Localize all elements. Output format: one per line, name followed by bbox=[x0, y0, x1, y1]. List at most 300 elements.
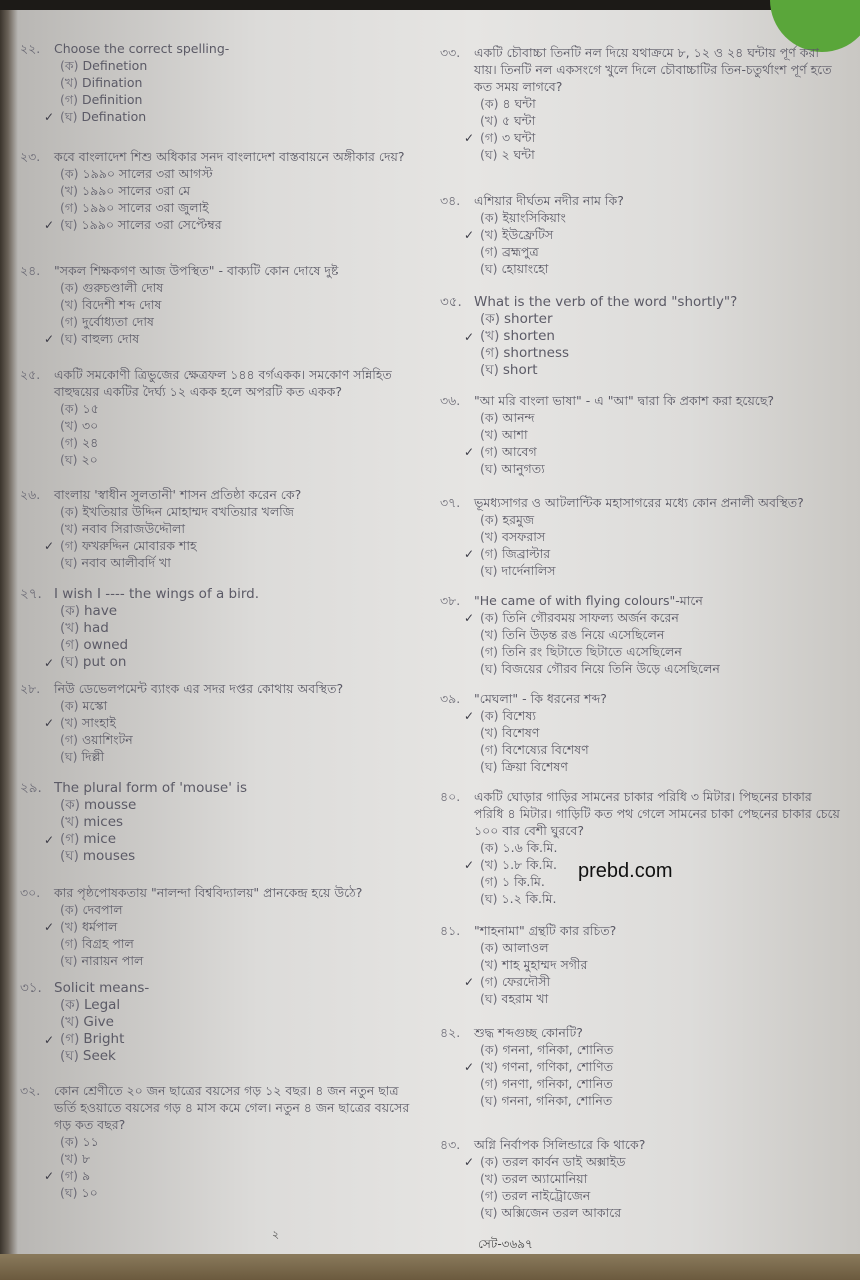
option-text: অক্সিজেন তরল আকারে bbox=[501, 1205, 622, 1220]
option-text: গণনা, গণিকা, শোণিত bbox=[501, 1059, 614, 1074]
option-item bbox=[60, 503, 420, 520]
answer-tick-icon: ✓ bbox=[464, 611, 475, 625]
option-list bbox=[464, 409, 840, 477]
option-text: বিশেষণ bbox=[501, 725, 540, 740]
answer-tick-icon: ✓ bbox=[464, 709, 475, 723]
answer-tick-icon: ✓ bbox=[464, 330, 475, 344]
option-letter: (ক) bbox=[60, 997, 80, 1013]
option-letter: (গ) bbox=[480, 1076, 498, 1091]
option-text: ১১ bbox=[82, 1134, 99, 1149]
option-item bbox=[480, 146, 840, 163]
option-item bbox=[44, 108, 420, 125]
option-item bbox=[480, 426, 840, 443]
option-letter: (ঘ) bbox=[60, 452, 78, 467]
option-item bbox=[60, 451, 420, 468]
question-text: What is the verb of the word "shortly"? bbox=[474, 294, 738, 310]
option-item bbox=[480, 1075, 840, 1092]
option-letter: (ক) bbox=[480, 940, 499, 955]
option-text: নারায়ন পাল bbox=[81, 953, 144, 968]
option-letter: (খ) bbox=[480, 957, 498, 972]
option-text: তরল নাইট্রোজেন bbox=[501, 1188, 591, 1203]
option-letter: (ক) bbox=[60, 1134, 79, 1149]
question-number: ৩২. bbox=[20, 1083, 41, 1098]
option-item bbox=[44, 918, 420, 935]
question-item bbox=[440, 294, 840, 379]
option-list bbox=[60, 400, 420, 468]
option-text: shortness bbox=[503, 345, 570, 361]
answer-tick-icon: ✓ bbox=[44, 1169, 55, 1183]
option-letter: (গ) bbox=[60, 1168, 78, 1183]
option-item bbox=[60, 935, 420, 952]
option-text: mousse bbox=[83, 797, 137, 813]
option-text: ১০ bbox=[81, 1185, 98, 1200]
question-number: ৩৫. bbox=[440, 294, 462, 310]
option-item bbox=[464, 1058, 840, 1075]
option-letter: (ঘ) bbox=[480, 661, 498, 676]
question-header bbox=[20, 366, 420, 400]
option-item bbox=[44, 216, 420, 233]
question-text: কোন শ্রেণীতে ২০ জন ছাত্রের বয়সের গড় ১২ বছর। ৪ জন নতুন ছাত্র ভর্তি হওয়াতে বয়সের গড় ৪ মাস কমে গেল। নতুন ৪ জন ছাত্রের বয়সের গড় কত বছর? bbox=[54, 1083, 410, 1132]
option-letter: (ঘ) bbox=[60, 848, 79, 864]
option-list bbox=[44, 697, 420, 765]
option-letter: (ঘ) bbox=[480, 759, 498, 774]
question-item bbox=[440, 922, 840, 1007]
option-list bbox=[44, 503, 420, 571]
option-item bbox=[464, 707, 840, 724]
option-item bbox=[480, 626, 840, 643]
answer-tick-icon: ✓ bbox=[44, 110, 55, 124]
option-text: ১ কি.মি. bbox=[501, 874, 545, 889]
question-header bbox=[20, 148, 420, 165]
option-text: আনন্দ bbox=[502, 410, 535, 425]
option-letter: (গ) bbox=[480, 345, 500, 361]
option-letter: (খ) bbox=[480, 1171, 498, 1186]
option-item bbox=[480, 1204, 840, 1221]
option-letter: (ক) bbox=[480, 708, 499, 723]
option-letter: (গ) bbox=[480, 974, 498, 989]
option-item bbox=[60, 91, 420, 108]
question-text: I wish I ---- the wings of a bird. bbox=[54, 586, 260, 602]
option-item bbox=[44, 1031, 420, 1048]
option-item bbox=[60, 748, 420, 765]
option-item bbox=[464, 1153, 840, 1170]
question-number: ৩৯. bbox=[440, 691, 461, 706]
option-item bbox=[60, 1048, 420, 1065]
question-header bbox=[440, 592, 840, 609]
option-item bbox=[480, 956, 840, 973]
option-item bbox=[44, 714, 420, 731]
option-item bbox=[44, 330, 420, 347]
question-item bbox=[440, 592, 840, 677]
question-header bbox=[440, 392, 840, 409]
option-item bbox=[480, 243, 840, 260]
option-list bbox=[44, 1133, 420, 1201]
option-item bbox=[60, 814, 420, 831]
question-item bbox=[440, 494, 840, 579]
question-item bbox=[440, 192, 840, 277]
option-letter: (ক) bbox=[60, 797, 80, 813]
option-text: মস্কো bbox=[82, 698, 108, 713]
option-item bbox=[60, 620, 420, 637]
option-text: ওয়াশিংটন bbox=[81, 732, 133, 747]
option-letter: (খ) bbox=[480, 529, 498, 544]
option-text: owned bbox=[83, 637, 129, 653]
option-letter: (ঘ) bbox=[480, 991, 498, 1006]
option-letter: (ঘ) bbox=[480, 563, 498, 578]
question-text: Choose the correct spelling- bbox=[54, 41, 230, 56]
answer-tick-icon: ✓ bbox=[44, 920, 55, 934]
question-item bbox=[20, 262, 420, 347]
answer-tick-icon: ✓ bbox=[44, 716, 55, 730]
question-number: ৩১. bbox=[20, 980, 42, 996]
option-letter: (ক) bbox=[480, 96, 499, 111]
option-letter: (খ) bbox=[60, 620, 80, 636]
option-list bbox=[464, 609, 840, 677]
option-text: নবাব সিরাজউদ্দৌলা bbox=[81, 521, 185, 536]
option-letter: (গ) bbox=[60, 936, 78, 951]
question-item bbox=[20, 40, 420, 125]
option-item bbox=[60, 797, 420, 814]
question-number: ২২. bbox=[20, 41, 41, 56]
question-text: Solicit means- bbox=[54, 980, 150, 996]
question-text: "সকল শিক্ষকগণ আজ উপস্থিত" - বাক্যটি কোন দোষে দুষ্ট bbox=[54, 263, 339, 278]
option-letter: (ঘ) bbox=[480, 261, 498, 276]
option-text: ব্রহ্মপুত্র bbox=[501, 244, 539, 259]
option-text: Bright bbox=[83, 1031, 125, 1047]
question-number: ৪১. bbox=[440, 923, 461, 938]
option-letter: (ঘ) bbox=[480, 1205, 498, 1220]
question-item bbox=[20, 366, 420, 468]
option-text: শাহ মুহাম্মদ সগীর bbox=[501, 957, 588, 972]
option-letter: (ক) bbox=[480, 610, 499, 625]
option-list bbox=[44, 603, 420, 671]
question-header bbox=[440, 294, 840, 311]
question-item bbox=[20, 884, 420, 969]
option-text: ধর্মপাল bbox=[81, 919, 118, 934]
option-list bbox=[44, 997, 420, 1065]
option-item bbox=[44, 1167, 420, 1184]
question-text: "He came of with flying colours"-মানে bbox=[474, 593, 703, 608]
option-letter: (ঘ) bbox=[480, 1093, 498, 1108]
question-item bbox=[440, 392, 840, 477]
option-letter: (ক) bbox=[480, 410, 499, 425]
option-letter: (গ) bbox=[480, 874, 498, 889]
question-text: বাংলায় 'স্বাধীন সুলতানী' শাসন প্রতিষ্ঠা করেন কে? bbox=[54, 487, 302, 502]
option-letter: (খ) bbox=[60, 75, 78, 90]
question-item bbox=[20, 680, 420, 765]
question-number: ২৭. bbox=[20, 586, 42, 602]
question-item bbox=[20, 486, 420, 571]
option-letter: (গ) bbox=[480, 546, 498, 561]
option-item bbox=[480, 1041, 840, 1058]
question-header bbox=[20, 884, 420, 901]
question-number: ২৩. bbox=[20, 149, 41, 164]
question-text: নিউ ডেভেলপমেন্ট ব্যাংক এর সদর দপ্তর কোথায় অবস্থিত? bbox=[54, 681, 344, 696]
option-text: গননা, গনিকা, শোনিত bbox=[501, 1093, 613, 1108]
option-text: বহরাম খা bbox=[501, 991, 549, 1006]
option-letter: (ক) bbox=[60, 698, 79, 713]
answer-tick-icon: ✓ bbox=[464, 445, 475, 459]
option-letter: (ক) bbox=[60, 401, 79, 416]
option-text: Difination bbox=[81, 75, 143, 90]
question-text: অগ্নি নির্বাপক সিলিন্ডারে কি থাকে? bbox=[474, 1137, 646, 1152]
question-header bbox=[20, 40, 420, 57]
question-text: একটি ঘোড়ার গাড়ির সামনের চাকার পরিধি ৩ মিটার। পিছনের চাকার পরিধি ৪ মিটার। গাড়িটি কত পথ গেলে সামনের চাকা পেছনের চাকার চেয়ে ১০০ বার বেশী ঘুরবে? bbox=[474, 789, 840, 838]
option-letter: (গ) bbox=[480, 244, 498, 259]
question-header bbox=[20, 780, 420, 797]
option-letter: (খ) bbox=[60, 297, 78, 312]
answer-tick-icon: ✓ bbox=[44, 332, 55, 346]
option-item bbox=[480, 1092, 840, 1109]
option-text: Definition bbox=[81, 92, 143, 107]
option-letter: (ঘ) bbox=[60, 749, 78, 764]
question-header bbox=[440, 690, 840, 707]
option-text: ২০ bbox=[81, 452, 98, 467]
answer-tick-icon: ✓ bbox=[44, 656, 55, 670]
answer-tick-icon: ✓ bbox=[464, 1060, 475, 1074]
option-letter: (খ) bbox=[480, 627, 498, 642]
option-item bbox=[464, 443, 840, 460]
option-letter: (খ) bbox=[480, 427, 498, 442]
question-item bbox=[20, 586, 420, 671]
option-item bbox=[480, 724, 840, 741]
option-letter: (খ) bbox=[60, 418, 78, 433]
answer-tick-icon: ✓ bbox=[44, 1033, 55, 1047]
option-text: ১৯৯০ সালের ৩রা মে bbox=[81, 183, 191, 198]
option-text: ফেরদৌসী bbox=[501, 974, 551, 989]
option-text: put on bbox=[82, 654, 127, 670]
option-item bbox=[44, 537, 420, 554]
option-item bbox=[464, 129, 840, 146]
question-sheet bbox=[20, 8, 840, 1256]
option-letter: (ঘ) bbox=[60, 331, 78, 346]
question-number: ৪২. bbox=[440, 1025, 461, 1040]
option-letter: (ক) bbox=[60, 166, 79, 181]
option-item bbox=[60, 1184, 420, 1201]
option-letter: (ক) bbox=[480, 840, 499, 855]
option-letter: (গ) bbox=[60, 538, 78, 553]
option-letter: (ক) bbox=[60, 603, 80, 619]
option-letter: (ঘ) bbox=[60, 109, 78, 124]
option-item bbox=[60, 1150, 420, 1167]
option-text: দার্দেনালিস bbox=[501, 563, 556, 578]
option-list bbox=[464, 707, 840, 775]
option-item bbox=[60, 417, 420, 434]
option-letter: (গ) bbox=[60, 92, 78, 107]
question-header bbox=[20, 1082, 420, 1133]
option-text: তরল অ্যামোনিয়া bbox=[501, 1171, 588, 1186]
question-header bbox=[20, 262, 420, 279]
question-number: ৩৭. bbox=[440, 495, 461, 510]
option-text: তিনি উড়ন্ত রঙ নিয়ে এসেছিলেন bbox=[501, 627, 665, 642]
option-text: ২ ঘন্টা bbox=[501, 147, 535, 162]
option-item bbox=[480, 1187, 840, 1204]
watermark: prebd.com bbox=[578, 860, 673, 882]
question-number: ২৬. bbox=[20, 487, 41, 502]
option-text: ১৯৯০ সালের ৩রা জুলাই bbox=[81, 200, 209, 215]
question-text: "মেঘলা" - কি ধরনের শব্দ? bbox=[474, 691, 607, 706]
option-letter: (খ) bbox=[60, 814, 80, 830]
option-letter: (ঘ) bbox=[60, 1048, 79, 1064]
question-text: The plural form of 'mouse' is bbox=[54, 780, 248, 796]
option-text: ৮ bbox=[81, 1151, 91, 1166]
option-letter: (ঘ) bbox=[480, 891, 498, 906]
option-text: ১.৮ কি.মি. bbox=[501, 857, 557, 872]
option-item bbox=[60, 182, 420, 199]
option-letter: (ক) bbox=[480, 1154, 499, 1169]
option-letter: (গ) bbox=[480, 742, 498, 757]
option-item bbox=[60, 400, 420, 417]
question-text: কার পৃষ্ঠপোষকতায় "নালন্দা বিশ্ববিদ্যালয়" প্রানকেন্দ্র হয়ে উঠে? bbox=[54, 885, 363, 900]
option-item bbox=[480, 939, 840, 956]
option-letter: (ক) bbox=[60, 58, 79, 73]
option-text: Legal bbox=[83, 997, 121, 1013]
answer-tick-icon: ✓ bbox=[464, 228, 475, 242]
option-item bbox=[480, 511, 840, 528]
question-number: ৩৬. bbox=[440, 393, 461, 408]
option-text: গুরুচণ্ডালী দোষ bbox=[82, 280, 164, 295]
option-text: have bbox=[83, 603, 118, 619]
option-list bbox=[44, 901, 420, 969]
option-letter: (ঘ) bbox=[480, 461, 498, 476]
option-text: বিগ্রহ পাল bbox=[81, 936, 134, 951]
question-header bbox=[440, 192, 840, 209]
question-text: একটি চৌবাচ্চা তিনটি নল দিয়ে যথাক্রমে ৮, ১২ ও ২৪ ঘন্টায় পূর্ণ করা যায়। তিনটি নল একসংগে খুলে দিলে চৌবাচ্চাটির তিন-চতুর্থাংশ পূর্ণ হতে কত সময় লাগবে? bbox=[474, 45, 832, 94]
option-letter: (গ) bbox=[480, 444, 498, 459]
option-list bbox=[464, 939, 840, 1007]
page-number: ২ bbox=[272, 1228, 280, 1241]
option-item bbox=[480, 460, 840, 477]
option-letter: (ক) bbox=[480, 512, 499, 527]
option-text: দিল্লী bbox=[81, 749, 105, 764]
option-list bbox=[44, 279, 420, 347]
question-text: কবে বাংলাদেশ শিশু অধিকার সনদ বাংলাদেশ বাস্তবায়নে অঙ্গীকার দেয়? bbox=[54, 149, 405, 164]
question-item bbox=[440, 44, 840, 163]
option-letter: (গ) bbox=[60, 435, 78, 450]
question-number: ৪৩. bbox=[440, 1137, 461, 1152]
option-item bbox=[480, 528, 840, 545]
option-text: সাংহাই bbox=[81, 715, 116, 730]
option-text: Definetion bbox=[82, 58, 148, 73]
option-list bbox=[44, 797, 420, 865]
option-list bbox=[44, 165, 420, 233]
option-letter: (গ) bbox=[60, 200, 78, 215]
option-text: ইয়াংসিকিয়াং bbox=[502, 210, 566, 225]
option-letter: (খ) bbox=[60, 919, 78, 934]
option-item bbox=[480, 209, 840, 226]
question-number: ৩০. bbox=[20, 885, 41, 900]
option-text: দেবপাল bbox=[82, 902, 123, 917]
option-item bbox=[480, 990, 840, 1007]
option-text: ১.৬ কি.মি. bbox=[502, 840, 558, 855]
option-text: গননা, গনিকা, শোনিত bbox=[502, 1042, 614, 1057]
option-text: গনণা, গনিকা, শোনিত bbox=[501, 1076, 613, 1091]
option-letter: (ঘ) bbox=[480, 147, 498, 162]
option-item bbox=[480, 890, 840, 907]
option-item bbox=[480, 409, 840, 426]
option-text: Seek bbox=[82, 1048, 116, 1064]
question-header bbox=[440, 1136, 840, 1153]
question-number: ৩৪. bbox=[440, 193, 461, 208]
option-text: mice bbox=[83, 831, 117, 847]
option-item bbox=[44, 831, 420, 848]
question-text: শুদ্ধ শব্দগুচ্ছ কোনটি? bbox=[474, 1025, 583, 1040]
option-text: ক্রিয়া বিশেষণ bbox=[501, 759, 568, 774]
option-item bbox=[60, 848, 420, 865]
question-header bbox=[440, 494, 840, 511]
option-item bbox=[480, 562, 840, 579]
option-list bbox=[464, 511, 840, 579]
option-text: তিনি গৌরবময় সাফল্য অর্জন করেন bbox=[502, 610, 679, 625]
option-text: mices bbox=[83, 814, 124, 830]
question-text: "আ মরি বাংলা ভাষা" - এ "আ" দ্বারা কি প্রকাশ করা হয়েছে? bbox=[474, 393, 775, 408]
option-letter: (খ) bbox=[480, 227, 498, 242]
option-text: Give bbox=[83, 1014, 114, 1030]
option-letter: (খ) bbox=[60, 183, 78, 198]
option-letter: (খ) bbox=[60, 1151, 78, 1166]
option-item bbox=[60, 997, 420, 1014]
question-text: ভূমধ্যসাগর ও আটলান্টিক মহাসাগরের মধ্যে কোন প্রনালী অবস্থিত? bbox=[474, 495, 804, 510]
option-text: Defination bbox=[81, 109, 147, 124]
option-item bbox=[480, 112, 840, 129]
question-header bbox=[440, 44, 840, 95]
option-letter: (গ) bbox=[60, 732, 78, 747]
answer-tick-icon: ✓ bbox=[44, 833, 55, 847]
option-list bbox=[464, 311, 840, 379]
question-header bbox=[20, 586, 420, 603]
option-text: আবেগ bbox=[501, 444, 537, 459]
option-letter: (খ) bbox=[60, 1014, 80, 1030]
option-letter: (ঘ) bbox=[60, 555, 78, 570]
option-text: জিব্রাল্টার bbox=[501, 546, 551, 561]
question-item bbox=[20, 980, 420, 1065]
option-text: ১৯৯০ সালের ৩রা আগস্ট bbox=[82, 166, 213, 181]
option-item bbox=[60, 637, 420, 654]
option-text: তরল কার্বন ডাই অক্সাইড bbox=[502, 1154, 626, 1169]
option-item bbox=[480, 260, 840, 277]
answer-tick-icon: ✓ bbox=[464, 547, 475, 561]
option-item bbox=[464, 609, 840, 626]
question-number: ৩৮. bbox=[440, 593, 461, 608]
option-item bbox=[60, 554, 420, 571]
option-item bbox=[60, 434, 420, 451]
option-text: shorter bbox=[503, 311, 553, 327]
option-item bbox=[464, 226, 840, 243]
question-text: "শাহনামা" গ্রন্থটি কার রচিত? bbox=[474, 923, 617, 938]
answer-tick-icon: ✓ bbox=[44, 218, 55, 232]
option-letter: (খ) bbox=[480, 113, 498, 128]
option-letter: (ঘ) bbox=[60, 654, 79, 670]
option-item bbox=[480, 1170, 840, 1187]
option-item bbox=[60, 901, 420, 918]
option-text: হোয়াংহো bbox=[501, 261, 549, 276]
question-number: ৪০. bbox=[440, 789, 461, 804]
option-text: বিশেষ্য bbox=[502, 708, 536, 723]
answer-tick-icon: ✓ bbox=[44, 539, 55, 553]
option-item bbox=[480, 839, 840, 856]
option-letter: (ঘ) bbox=[60, 217, 78, 232]
option-text: বিজয়ের গৌরব নিয়ে তিনি উড়ে এসেছিলেন bbox=[501, 661, 720, 676]
option-item bbox=[60, 697, 420, 714]
option-letter: (ঘ) bbox=[60, 953, 78, 968]
option-letter: (ক) bbox=[480, 1042, 499, 1057]
option-item bbox=[480, 362, 840, 379]
option-letter: (গ) bbox=[480, 130, 498, 145]
option-text: ৩০ bbox=[81, 418, 99, 433]
option-letter: (ক) bbox=[60, 902, 79, 917]
option-text: আশা bbox=[501, 427, 528, 442]
option-text: নবাব আলীবর্দি খা bbox=[81, 555, 171, 570]
